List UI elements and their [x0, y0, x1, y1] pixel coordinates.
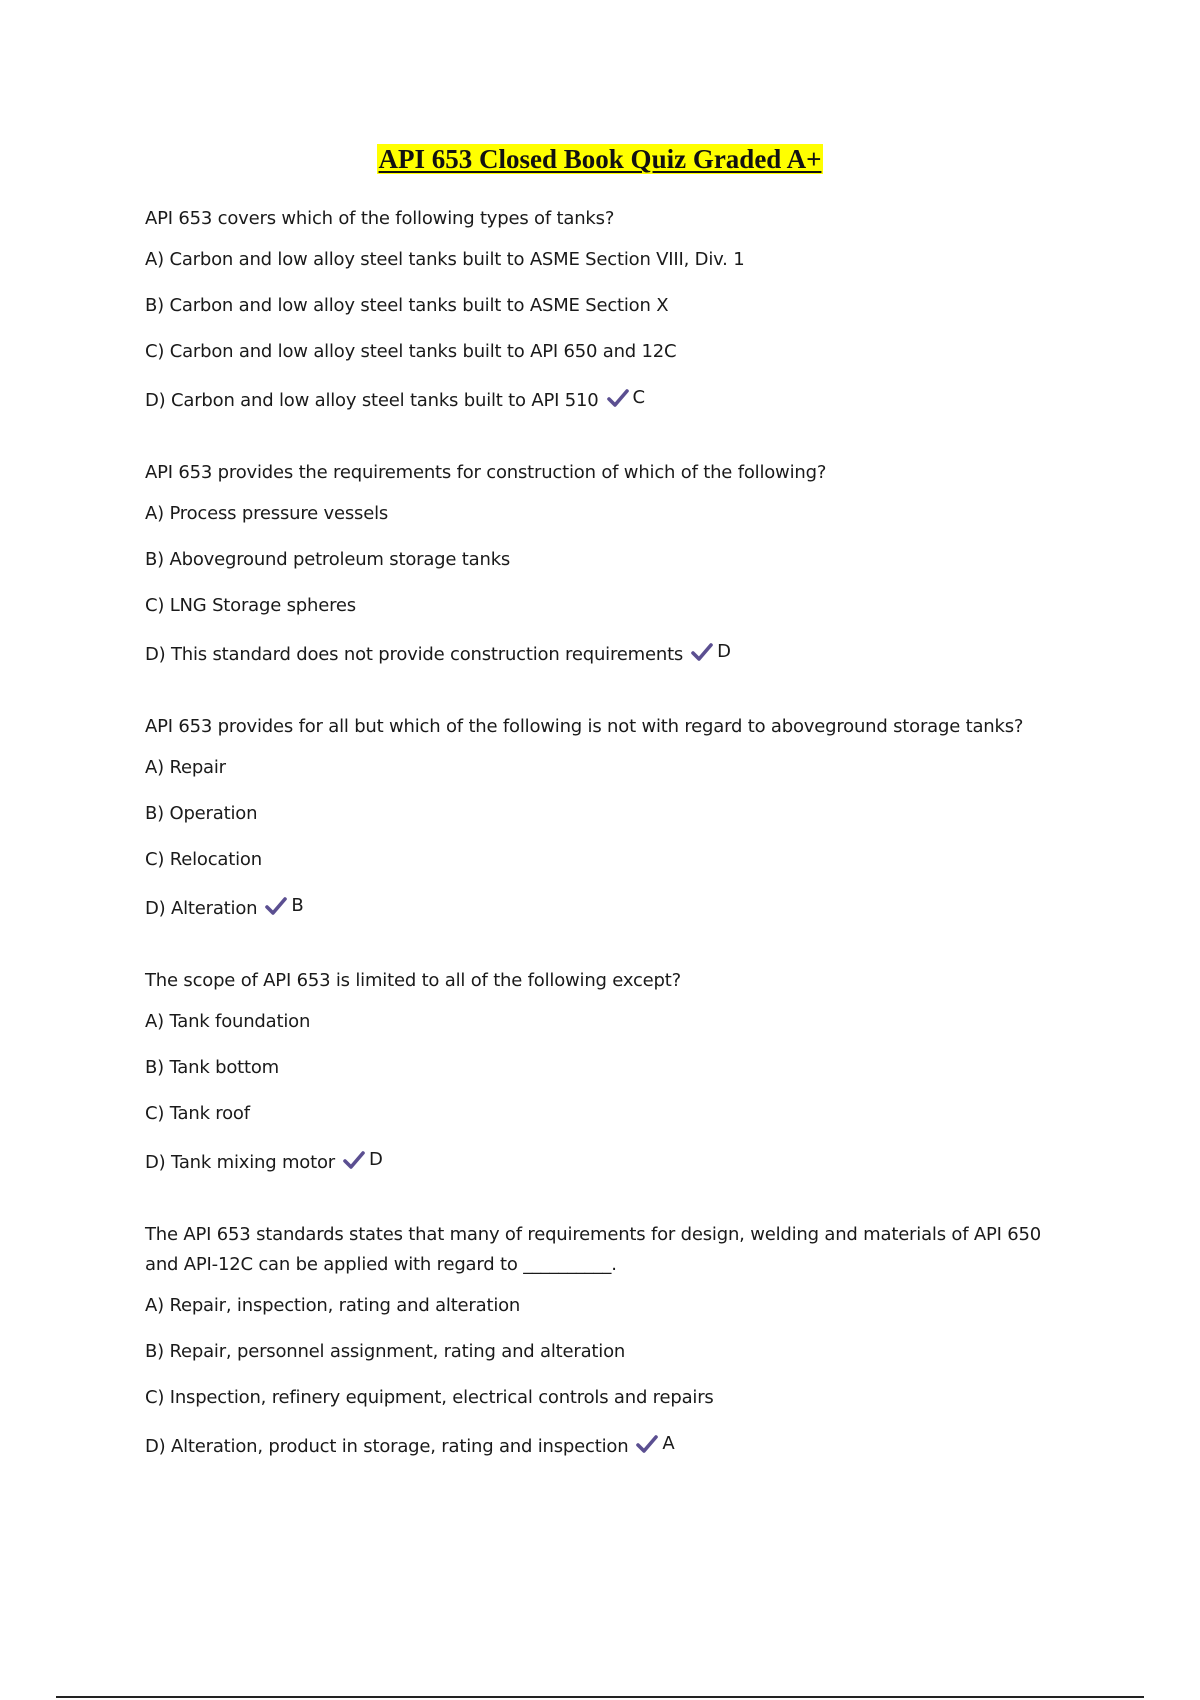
option-d-with-answer [145, 1433, 1075, 1458]
quiz-content [145, 204, 1075, 1504]
option-c: C) Inspection, refinery equipment, electrical controls and repairs [145, 1387, 714, 1408]
title-container [0, 144, 1200, 174]
question-text: API 653 provides the requirements for construction of which of the following? [145, 462, 827, 483]
question-block [145, 966, 1075, 1174]
option-c: C) LNG Storage spheres [145, 595, 356, 616]
option-a: A) Carbon and low alloy steel tanks built to ASME Section VIII, Div. 1 [145, 249, 745, 270]
option-b: B) Operation [145, 803, 258, 824]
option-a: A) Repair, inspection, rating and alteration [145, 1295, 521, 1316]
option-b: B) Aboveground petroleum storage tanks [145, 549, 511, 570]
option-d: D) Alteration, product in storage, rating and inspection [145, 1436, 629, 1457]
option-b: B) Carbon and low alloy steel tanks built to ASME Section X [145, 295, 669, 316]
option-a: A) Tank foundation [145, 1011, 311, 1032]
option-a: A) Repair [145, 757, 226, 778]
checkmark-icon [691, 642, 713, 662]
question-block [145, 1220, 1075, 1458]
answer-letter: C [632, 387, 645, 408]
option-d: D) Carbon and low alloy steel tanks built to API 510 [145, 390, 599, 411]
option-d-with-answer [145, 641, 1075, 666]
question-block [145, 458, 1075, 666]
option-c: C) Relocation [145, 849, 262, 870]
answer-mark [607, 387, 645, 409]
checkmark-icon [265, 896, 287, 916]
option-c: C) Carbon and low alloy steel tanks built to API 650 and 12C [145, 341, 677, 362]
option-b: B) Tank bottom [145, 1057, 279, 1078]
checkmark-icon [636, 1434, 658, 1454]
footer-divider [56, 1696, 1144, 1698]
question-block [145, 712, 1075, 920]
question-text: API 653 covers which of the following types of tanks? [145, 208, 615, 229]
option-d-with-answer [145, 387, 1075, 412]
option-d: D) Tank mixing motor [145, 1152, 335, 1173]
answer-mark [343, 1149, 383, 1171]
answer-mark [265, 895, 303, 917]
answer-mark [691, 641, 731, 663]
option-c: C) Tank roof [145, 1103, 250, 1124]
question-text: The API 653 standards states that many of requirements for design, welding and materials of API 650 and API-12C can be applied with regard to __________. [145, 1224, 1042, 1275]
answer-letter: D [368, 1149, 383, 1170]
question-text: API 653 provides for all but which of the following is not with regard to aboveground storage tanks? [145, 716, 1024, 737]
option-a: A) Process pressure vessels [145, 503, 389, 524]
option-d-with-answer [145, 1149, 1075, 1174]
answer-letter: A [662, 1433, 675, 1454]
option-d-with-answer [145, 895, 1075, 920]
question-block [145, 204, 1075, 412]
option-d: D) This standard does not provide construction requirements [145, 644, 684, 665]
page-title: API 653 Closed Book Quiz Graded A+ [378, 144, 822, 174]
checkmark-icon [607, 388, 629, 408]
option-b: B) Repair, personnel assignment, rating and alteration [145, 1341, 626, 1362]
option-d: D) Alteration [145, 898, 258, 919]
answer-letter: B [291, 895, 304, 916]
answer-letter: D [717, 641, 731, 662]
question-text: The scope of API 653 is limited to all of the following except? [145, 970, 681, 991]
answer-mark [636, 1433, 674, 1455]
checkmark-icon [343, 1150, 365, 1170]
